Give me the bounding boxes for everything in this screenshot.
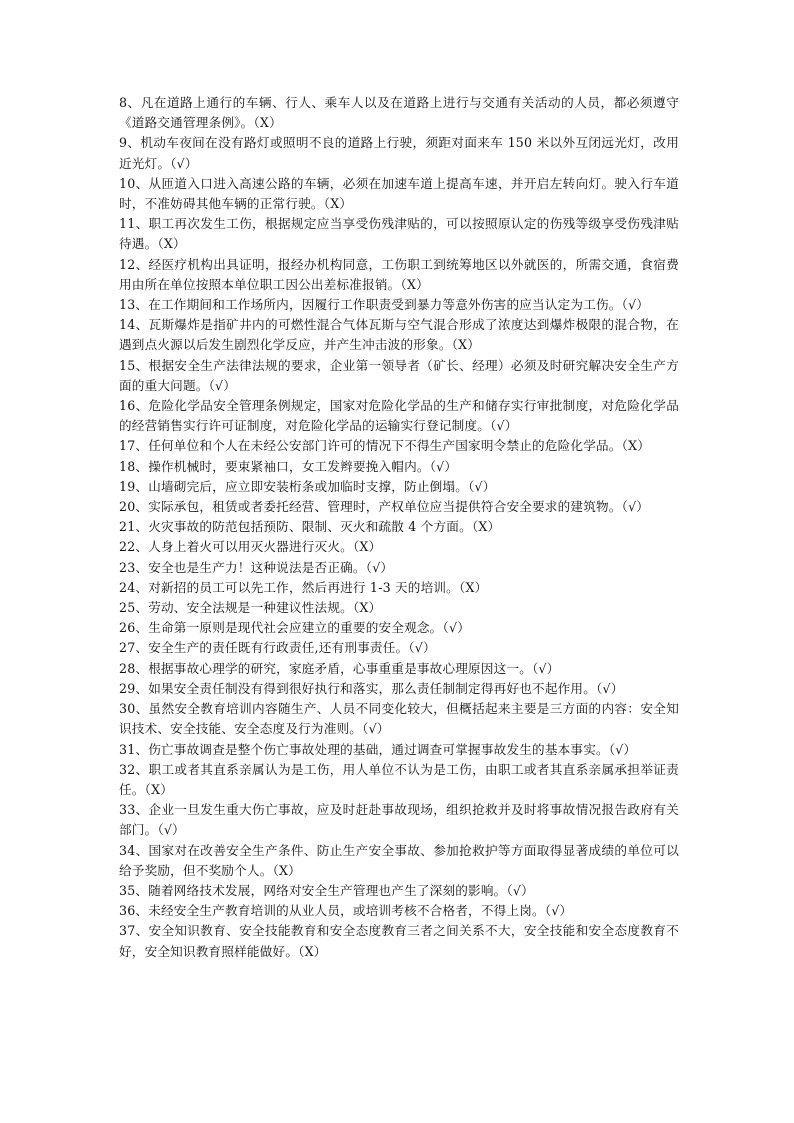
question-item: 30、虽然安全教育培训内容随生产、人员不同变化较大，但概括起来主要是三方面的内容：安全知识技术、安全技能、安全态度及行为准则。（√） <box>119 701 679 737</box>
question-item: 33、企业一旦发生重大伤亡事故，应及时赶赴事故现场，组织抢救并及时将事故情况报告政府有关部门。（√） <box>119 802 679 838</box>
question-item: 32、职工或者其直系亲属认为是工伤，用人单位不认为是工伤，由职工或者其直系亲属承担举证责任。（X） <box>119 761 679 797</box>
question-item: 16、危险化学品安全管理条例规定，国家对危险化学品的生产和储存实行审批制度，对危险化学品的经营销售实行许可证制度，对危险化学品的运输实行登记制度。（√） <box>119 398 679 434</box>
question-item: 36、未经安全生产教育培训的从业人员，或培训考核不合格者，不得上岗。（√） <box>119 903 573 919</box>
question-item: 24、对新招的员工可以先工作，然后再进行 1-3 天的培训。（X） <box>119 579 488 595</box>
question-item: 13、在工作期间和工作场所内，因履行工作职责受到暴力等意外伤害的应当认定为工伤。（√） <box>119 297 650 313</box>
question-item: 31、伤亡事故调查是整个伤亡事故处理的基础，通过调查可掌握事故发生的基本事实。（√） <box>119 741 637 757</box>
question-item: 8、凡在道路上通行的车辆、行人、乘车人以及在道路上进行与交通有关活动的人员，都必须遵守《道路交通管理条例》。（X） <box>119 95 679 131</box>
question-item: 19、山墙砌完后，应立即安装桁条或加临时支撑，防止倒塌。（√） <box>119 478 496 494</box>
question-item: 11、职工再次发生工伤，根据规定应当享受伤残津贴的，可以按照原认定的伤残等级享受伤残津贴待遇。（X） <box>119 216 679 252</box>
question-item: 35、随着网络技术发展，网络对安全生产管理也产生了深刻的影响。（√） <box>119 882 534 898</box>
question-list <box>119 93 679 962</box>
question-item: 10、从匝道入口进入高速公路的车辆，必须在加速车道上提高车速，并开启左转向灯。驶入行车道时，不准妨碍其他车辆的正常行驶。（X） <box>119 175 679 212</box>
question-item: 26、生命第一原则是现代社会应建立的重要的安全观念。（√） <box>119 620 470 636</box>
question-item: 14、瓦斯爆炸是指矿井内的可燃性混合气体瓦斯与空气混合形成了浓度达到爆炸极限的混合物，在遇到点火源以后发生剧烈化学反应，并产生冲击波的形象。（X） <box>119 317 679 353</box>
question-item: 23、安全也是生产力！这种说法是否正确。（√） <box>119 559 394 575</box>
question-item: 29、如果安全责任制没有得到很好执行和落实，那么责任制制定得再好也不起作用。（√） <box>119 680 624 696</box>
question-item: 9、机动车夜间在没有路灯或照明不良的道路上行驶，须距对面来车 150 米以外互闭远光灯，改用近光灯。（√） <box>119 135 679 171</box>
question-item: 20、实际承包，租赁或者委托经营、管理时，产权单位应当提供符合安全要求的建筑物。（√） <box>119 499 650 515</box>
question-item: 18、操作机械时，要束紧袖口，女工发辫要挽入帽内。（√） <box>119 458 458 474</box>
question-item: 27、安全生产的责任既有行政责任,还有刑事责任。（√） <box>119 640 436 656</box>
question-item: 28、根据事故心理学的研究，家庭矛盾，心事重重是事故心理原因这一。（√） <box>119 660 560 676</box>
question-item: 34、国家对在改善安全生产条件、防止生产安全事故、参加抢救护等方面取得显著成绩的单位可以给予奖励，但不奖励个人。（X） <box>119 842 679 878</box>
question-item: 17、任何单位和个人在未经公安部门许可的情况下不得生产国家明令禁止的危险化学品。（X） <box>119 438 651 454</box>
question-item: 22、人身上着火可以用灭火器进行灭火。（X） <box>119 539 382 555</box>
question-item: 25、劳动、安全法规是一种建议性法规。（X） <box>119 600 382 616</box>
question-item: 37、安全知识教育、安全技能教育和安全态度教育三者之间关系不大，安全技能和安全态度教育不好，安全知识教育照样能做好。（X） <box>119 923 679 959</box>
question-item: 21、火灾事故的防范包括预防、限制、灭火和疏散 4 个方面。（X） <box>119 519 501 535</box>
question-item: 12、经医疗机构出具证明，报经办机构同意，工伤职工到统筹地区以外就医的，所需交通，食宿费用由所在单位按照本单位职工因公出差标准报销。（X） <box>119 256 679 292</box>
question-item: 15、根据安全生产法律法规的要求，企业第一领导者（矿长、经理）必须及时研究解决安全生产方面的重大问题。（√） <box>119 357 679 393</box>
